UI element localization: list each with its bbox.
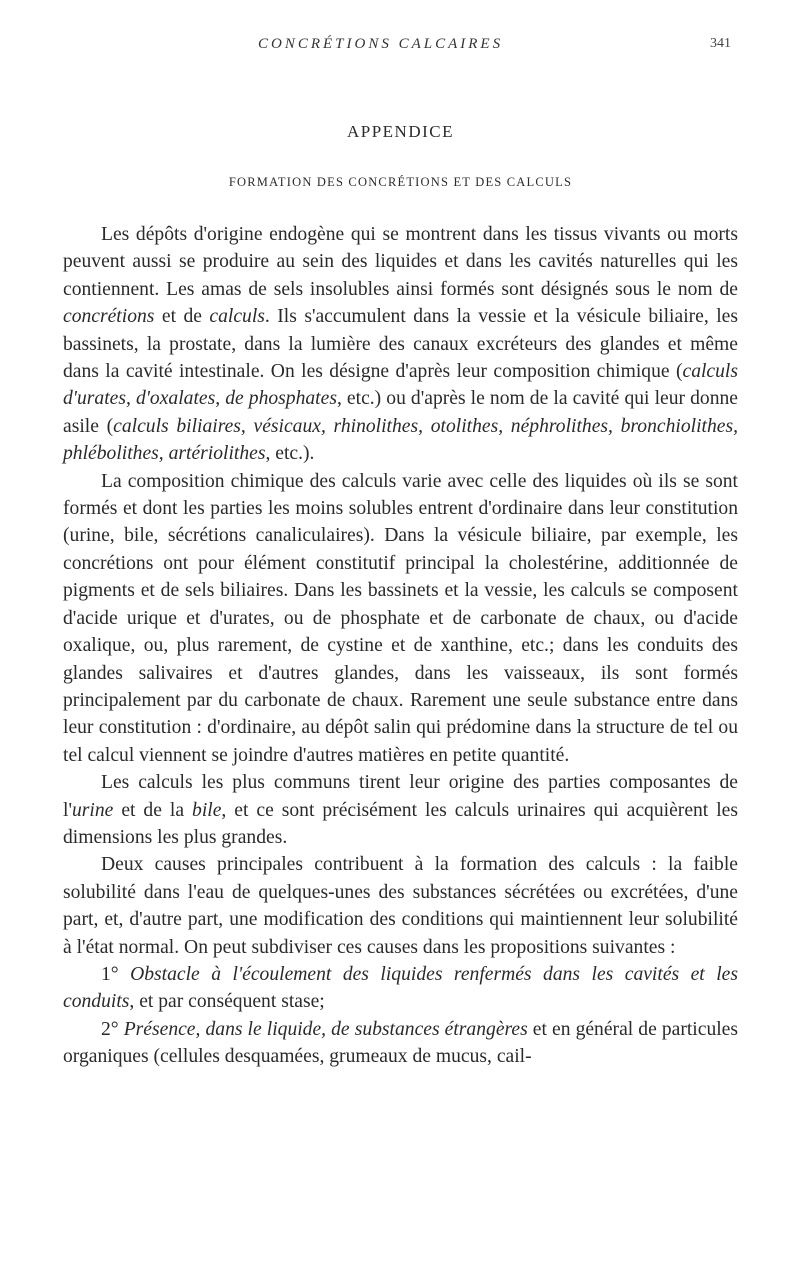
running-title: CONCRÉTIONS CALCAIRES bbox=[258, 36, 504, 52]
paragraph-4: Deux causes principales contribuent à la formation des calculs : la faible solubilité dans l'eau de quelques-unes des substances sécrétées ou excrétées, d'une part, et, d'autre part, une modification des conditions qui maintiennent leur solubilité à l'état normal. On peut subdiviser ces causes dans les propositions suivantes : bbox=[63, 854, 738, 958]
section-title: FORMATION DES CONCRÉTIONS ET DES CALCULS bbox=[228, 175, 573, 189]
paragraph-1: Les dépôts d'origine endogène qui se montrent dans les tissus vivants ou morts peuvent aussi se produire au sein des liquides et dans les cavités naturelles qui les contiennent. Les amas de sels insolubles ainsi formés sont désignés sous le nom de concrétions et de calculs. Ils s'accumulent dans la vessie et la vésicule biliaire, les bassinets, la prostate, dans la lumière des canaux excréteurs des glandes et même dans la cavité intestinale. On les désigne d'après leur composition chimique (calculs d'urates, d'oxalates, de phosphates, etc.) ou d'après le nom de la cavité qui leur donne asile (calculs biliaires, vésicaux, rhinolithes, otolithes, néphrolithes, bronchiolithes, phlébolithes, artériolithes, etc.). bbox=[63, 224, 738, 465]
appendix-title: APPENDICE bbox=[346, 122, 454, 141]
running-header bbox=[0, 36, 801, 60]
paragraph-6: 2° Présence, dans le liquide, de substances étrangères et en général de particules organiques (cellules desquamées, grumeaux de mucus, cail- bbox=[63, 1018, 739, 1068]
body-text bbox=[63, 221, 738, 1071]
page-number: 341 bbox=[710, 36, 731, 51]
paragraph-5: 1° Obstacle à l'écoulement des liquides renfermés dans les cavités et les conduits, et par conséquent stase; bbox=[63, 963, 738, 1013]
paragraph-2: La composition chimique des calculs varie avec celle des liquides où ils se sont formés et dont les parties les moins solubles entrent d'ordinaire dans leur constitution (urine, bile, sécrétions canaliculaires). Dans la vésicule biliaire, par exemple, les concrétions ont pour élément constitutif principal la cholestérine, additionnée de pigments et de sels biliaires. Dans les bassinets et la vessie, les calculs se composent d'acide urique et d'urates, ou de phosphate et de carbonate de chaux, ou d'acide oxalique, ou, plus rarement, de cystine et de xanthine, etc.; dans les conduits des glandes salivaires et d'autres glandes, dans les vaisseaux, ils sont formés principalement par du carbonate de chaux. Rarement une seule substance entre dans leur constitution : d'ordinaire, au dépôt salin qui prédomine dans la structure de tel ou tel calcul viennent se joindre d'autres matières en petite quantité. bbox=[63, 470, 738, 766]
paragraph-3: Les calculs les plus communs tirent leur origine des parties composantes de l'urine et de la bile, et ce sont précisément les calculs urinaires qui acquièrent les dimensions les plus grandes. bbox=[63, 772, 738, 848]
